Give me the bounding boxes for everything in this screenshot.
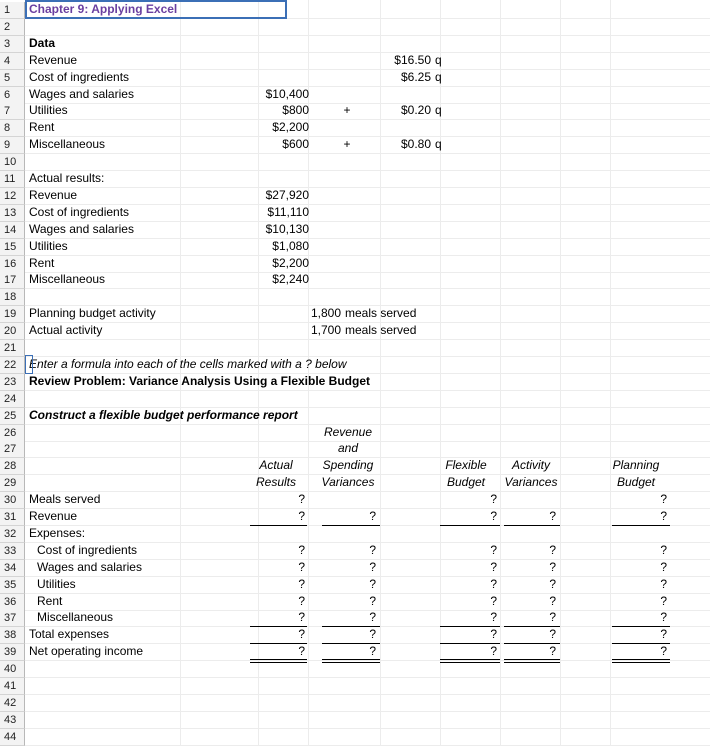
data-row-label[interactable]: Revenue [29,52,78,67]
unit-q[interactable]: q [435,52,442,67]
row-number[interactable]: 44 [0,729,25,746]
formula-placeholder-cell[interactable]: ? [660,576,667,591]
cell-border-line [440,626,500,627]
formula-placeholder-cell[interactable]: ? [369,644,376,659]
cell-border-line [504,525,560,526]
row-gridline [25,390,710,391]
formula-placeholder-cell[interactable]: ? [660,593,667,608]
formula-placeholder-cell[interactable]: ? [549,627,556,642]
row-number[interactable]: 31 [0,509,25,526]
row-number[interactable]: 13 [0,205,25,222]
row-number[interactable]: 10 [0,154,25,171]
planning-budget-header[interactable]: Planning [612,458,660,473]
formula-placeholder-cell[interactable]: ? [660,644,667,659]
formula-placeholder-cell[interactable]: ? [298,542,305,557]
rsv-header[interactable]: Revenue [323,424,373,439]
formula-placeholder-cell[interactable]: ? [490,509,497,523]
report-row-label[interactable]: Expenses: [29,525,86,540]
row-number[interactable]: 23 [0,374,25,391]
cell-border-line [322,525,380,526]
report-row-label[interactable]: Wages and salaries [37,559,142,574]
formula-placeholder-cell[interactable]: ? [660,610,667,625]
row-number[interactable]: 21 [0,340,25,357]
report-row-label[interactable]: Meals served [29,492,101,507]
row-gridline [25,728,710,729]
actual-row-label[interactable]: Revenue [29,187,78,202]
unit-q[interactable]: q [435,137,442,152]
cell-border-line [322,626,380,627]
row-number[interactable]: 37 [0,610,25,627]
formula-placeholder-cell[interactable]: ? [660,492,667,507]
fixed-cost-value[interactable]: $600 [282,137,309,152]
planning-activity-value[interactable]: 1,800 [310,306,341,321]
formula-placeholder-cell[interactable]: ? [490,542,497,557]
cell-border-line [250,525,307,526]
row-number[interactable]: 11 [0,171,25,188]
cell-border-line [504,643,560,644]
report-row-label[interactable]: Miscellaneous [37,610,114,625]
formula-placeholder-cell[interactable]: ? [490,610,497,625]
plus-sign[interactable] [340,119,354,136]
planning-activity-label[interactable]: Planning budget activity [29,306,156,321]
row-number[interactable]: 40 [0,661,25,678]
unit-q[interactable] [435,86,455,103]
variable-cost-value[interactable]: $0.20 [400,103,431,118]
actual-row-label[interactable]: Rent [29,255,55,270]
row-number[interactable]: 30 [0,492,25,509]
data-row-label[interactable]: Wages and salaries [29,86,134,101]
formula-placeholder-cell[interactable]: ? [369,610,376,625]
fixed-cost-value[interactable]: $10,400 [265,86,309,101]
formula-placeholder-cell[interactable]: ? [549,644,556,659]
flexible-budget-header[interactable]: Budget [446,475,486,490]
row-number[interactable]: 12 [0,188,25,205]
formula-placeholder-cell[interactable]: ? [490,593,497,608]
cell-border-line [440,525,500,526]
data-row-label[interactable]: Miscellaneous [29,137,106,152]
row-gridline [25,153,710,154]
row-number[interactable]: 9 [0,137,25,154]
activity-variances-header[interactable]: Activity [511,458,550,473]
formula-placeholder-cell[interactable]: ? [298,559,305,574]
unit-q[interactable] [435,119,455,136]
plus-sign[interactable]: + [343,137,351,152]
actual-activity-unit[interactable]: meals served [345,323,417,338]
row-number[interactable]: 24 [0,391,25,408]
data-heading[interactable]: Data [29,35,56,50]
fixed-cost-value[interactable]: $2,200 [272,120,309,135]
plus-sign[interactable] [340,69,354,86]
formula-placeholder-cell[interactable]: ? [490,576,497,591]
row-gridline [25,711,710,712]
variable-cost-value[interactable]: $0.80 [400,137,431,152]
formula-placeholder-cell[interactable]: ? [490,627,497,642]
formula-placeholder-cell[interactable]: ? [298,627,305,642]
flexible-budget-header[interactable]: Flexible [445,458,487,473]
row-gridline [25,677,710,678]
row-number[interactable]: 25 [0,408,25,425]
row-number[interactable]: 43 [0,712,25,729]
data-row-label[interactable]: Utilities [29,103,68,118]
row-number[interactable]: 2 [0,19,25,36]
row-number[interactable]: 14 [0,222,25,239]
row-number[interactable]: 38 [0,627,25,644]
row-number[interactable]: 16 [0,256,25,273]
cell-border-line [612,525,670,526]
row-number[interactable]: 17 [0,272,25,289]
plus-sign[interactable]: + [343,103,351,118]
cell-border-line [612,643,670,644]
unit-q[interactable]: q [435,69,442,84]
double-underline [504,659,560,663]
actual-row-label[interactable]: Miscellaneous [29,272,106,287]
actual-row-value[interactable]: $1,080 [272,238,309,253]
variable-cost-value[interactable]: $16.50 [394,52,431,67]
formula-placeholder-cell[interactable]: ? [369,593,376,608]
row-number[interactable]: 7 [0,103,25,120]
row-number[interactable]: 19 [0,306,25,323]
formula-placeholder-cell[interactable]: ? [549,576,556,591]
formula-placeholder-cell[interactable]: ? [298,576,305,591]
rsv-header[interactable]: Spending [322,458,374,473]
cell-border-line [250,643,307,644]
row-number[interactable]: 36 [0,594,25,611]
row-number[interactable]: 32 [0,526,25,543]
double-underline [440,659,500,663]
row-number[interactable]: 28 [0,458,25,475]
double-underline [322,659,380,663]
fixed-cost-value[interactable] [230,52,309,69]
formula-placeholder-cell[interactable]: ? [549,559,556,574]
actual-row-value[interactable]: $10,130 [265,221,309,236]
formula-placeholder-cell[interactable]: ? [549,509,556,523]
formula-placeholder-cell[interactable]: ? [369,542,376,557]
actual-activity-label[interactable]: Actual activity [29,323,103,338]
formula-placeholder-cell[interactable]: ? [490,644,497,659]
formula-placeholder-cell[interactable]: ? [298,644,305,659]
actual-activity-value[interactable]: 1,700 [310,323,341,338]
row-number[interactable]: 41 [0,678,25,695]
double-underline [612,659,670,663]
row-number[interactable]: 42 [0,695,25,712]
formula-placeholder-cell[interactable]: ? [660,542,667,557]
formula-placeholder-cell[interactable]: ? [660,559,667,574]
unit-q[interactable]: q [435,103,442,118]
row-gridline [25,288,710,289]
fixed-cost-value[interactable] [230,69,309,86]
row-number[interactable]: 3 [0,36,25,53]
row-number[interactable]: 15 [0,239,25,256]
report-row-label[interactable]: Cost of ingredients [37,542,138,557]
plus-sign[interactable] [340,86,354,103]
formula-placeholder-cell[interactable]: ? [298,509,305,523]
row-number[interactable]: 18 [0,289,25,306]
instruction-cell-border [25,355,33,374]
row-number[interactable]: 6 [0,87,25,104]
row-number[interactable]: 34 [0,560,25,577]
formula-placeholder-cell[interactable]: ? [369,576,376,591]
actual-results-heading[interactable]: Actual results: [29,171,105,185]
row-number[interactable]: 35 [0,577,25,594]
cell-border-line [504,626,560,627]
formula-placeholder-cell[interactable]: ? [298,593,305,608]
row-number[interactable]: 27 [0,441,25,458]
report-row-label[interactable]: Revenue [29,509,78,523]
formula-placeholder-cell[interactable]: ? [660,509,667,523]
planning-activity-unit[interactable]: meals served [345,306,417,321]
rsv-header[interactable]: and [337,441,359,456]
chapter-title[interactable]: Chapter 9: Applying Excel [29,2,178,16]
formula-placeholder-cell[interactable]: ? [490,559,497,574]
row-number[interactable]: 29 [0,475,25,492]
row-number[interactable]: 26 [0,425,25,442]
cell-border-line [612,626,670,627]
formula-placeholder-cell[interactable]: ? [369,559,376,574]
construct-report-title[interactable]: Construct a flexible budget performance report [29,407,298,422]
rsv-header[interactable]: Variances [321,475,375,490]
report-row-label[interactable]: Utilities [37,576,76,591]
formula-placeholder-cell[interactable]: ? [549,610,556,625]
actual-row-value[interactable]: $2,200 [272,255,309,270]
actual-row-value[interactable]: $27,920 [265,187,309,202]
report-row-label[interactable]: Total expenses [29,627,110,642]
cell-border-line [440,643,500,644]
actual-results-header[interactable]: Results [255,475,296,490]
formula-placeholder-cell[interactable]: ? [369,509,376,523]
actual-row-label[interactable]: Cost of ingredients [29,204,130,219]
formula-placeholder-cell[interactable]: ? [660,627,667,642]
variable-cost-value[interactable] [360,119,431,136]
variable-cost-value[interactable]: $6.25 [400,69,431,84]
row-number[interactable]: 1 [0,2,25,19]
formula-placeholder-cell[interactable]: ? [298,610,305,625]
row-number[interactable]: 8 [0,120,25,137]
activity-variances-header[interactable]: Variances [504,475,558,490]
cell-border-line [250,626,307,627]
row-number[interactable]: 33 [0,543,25,560]
row-gridline [25,694,710,695]
cell-border-line [322,643,380,644]
formula-placeholder-cell[interactable]: ? [549,593,556,608]
formula-placeholder-cell[interactable]: ? [298,492,305,507]
report-row-label[interactable]: Net operating income [29,644,144,659]
row-gridline [25,339,710,340]
row-number[interactable]: 39 [0,644,25,661]
plus-sign[interactable] [340,52,354,69]
row-number[interactable]: 22 [0,357,25,374]
formula-placeholder-cell[interactable]: ? [549,542,556,557]
actual-row-label[interactable]: Wages and salaries [29,221,134,236]
planning-budget-header[interactable]: Budget [616,475,656,490]
selected-cell-border [25,0,287,19]
actual-row-value[interactable]: $2,240 [272,272,309,287]
formula-placeholder-cell[interactable]: ? [490,492,497,507]
row-number[interactable]: 20 [0,323,25,340]
double-underline [250,659,307,663]
row-number[interactable]: 5 [0,70,25,87]
report-row-label[interactable]: Rent [37,593,63,608]
data-row-label[interactable]: Cost of ingredients [29,69,130,84]
fixed-cost-value[interactable]: $800 [282,103,309,118]
variable-cost-value[interactable] [360,86,431,103]
review-problem-title[interactable]: Review Problem: Variance Analysis Using a Flexible Budget [29,373,371,388]
actual-row-label[interactable]: Utilities [29,238,68,253]
actual-results-header[interactable]: Actual [259,458,293,473]
row-number[interactable]: 4 [0,53,25,70]
actual-row-value[interactable]: $11,110 [267,204,309,219]
formula-placeholder-cell[interactable]: ? [369,627,376,642]
instruction-note[interactable]: Enter a formula into each of the cells marked with a ? below [29,356,347,371]
data-row-label[interactable]: Rent [29,120,55,135]
